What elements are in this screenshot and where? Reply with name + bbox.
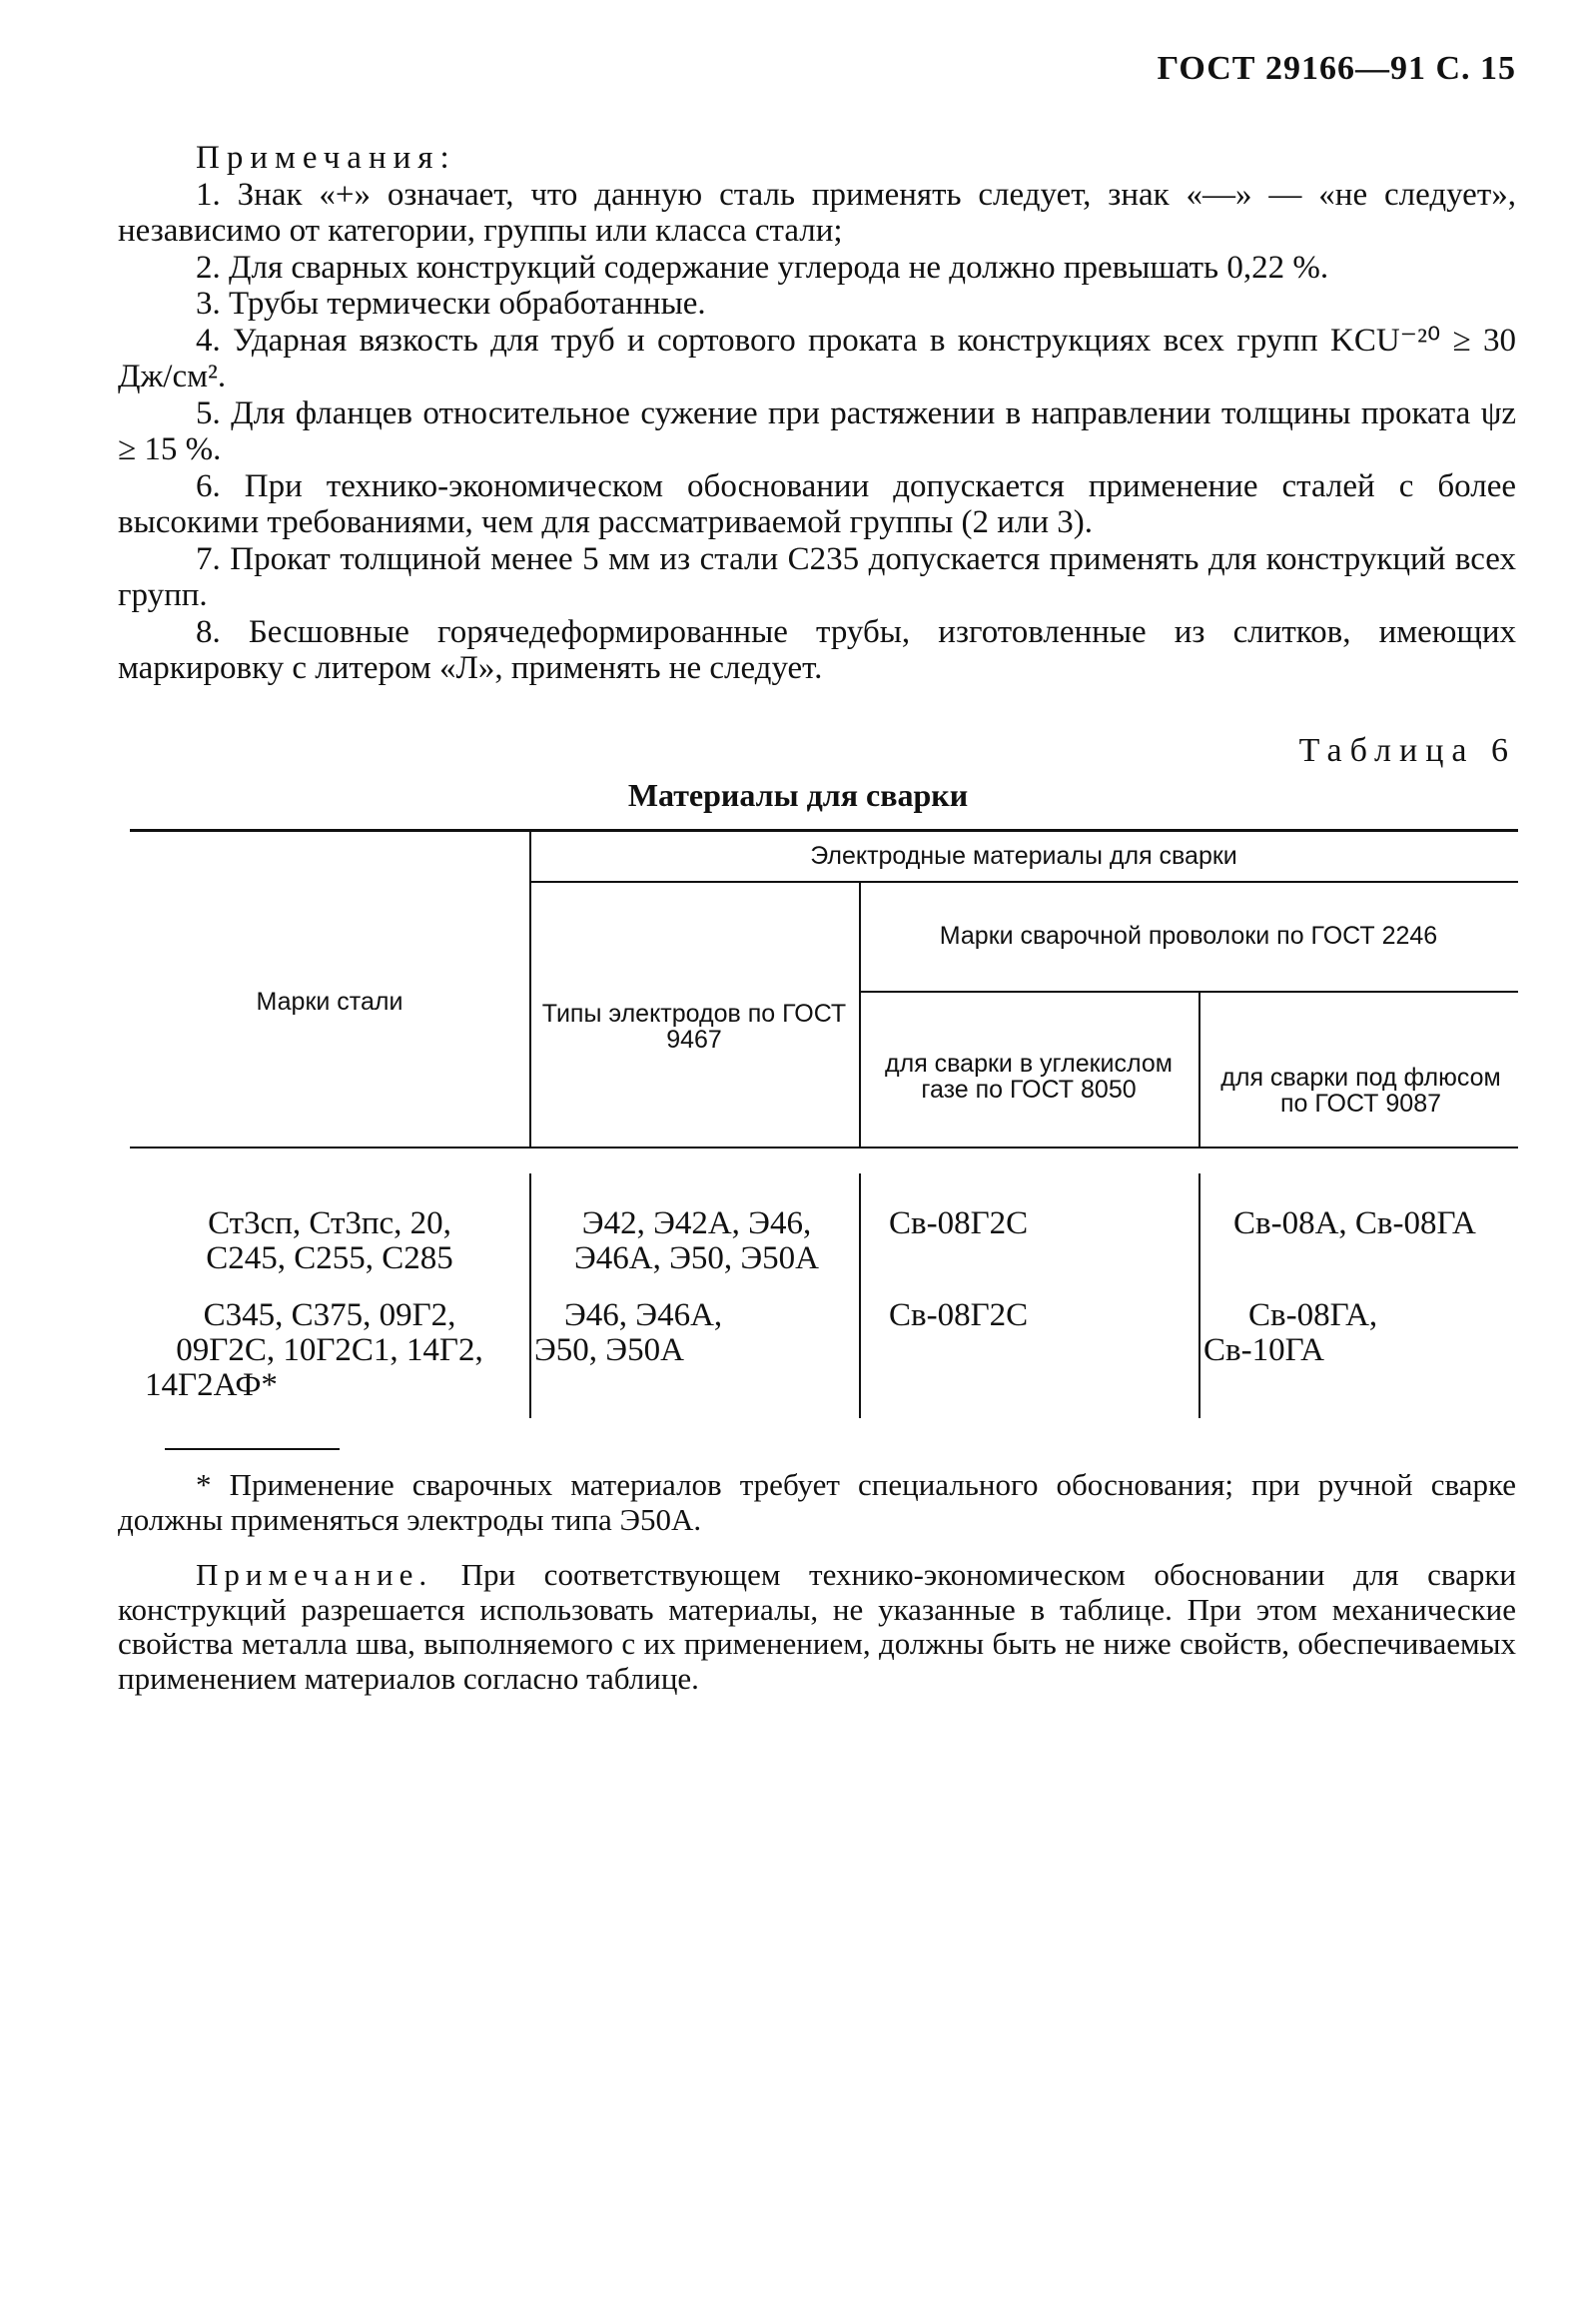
cell-line: Э42, Э42А, Э46,: [581, 1205, 812, 1241]
table-row-2-steel: [135, 1298, 524, 1403]
header-wire-grades: Марки сварочной проволоки по ГОСТ 2246: [939, 922, 1438, 950]
cell-line: Св-10ГА: [1203, 1332, 1324, 1368]
final-note: [118, 1558, 1516, 1696]
table-column-rule: [859, 1173, 861, 1418]
footnote-divider: [165, 1448, 340, 1450]
table-header-bottom-rule: [130, 1147, 1518, 1149]
table-top-rule: [130, 829, 1518, 832]
table-label: Таблица 6: [1298, 732, 1516, 769]
final-note-text: [118, 1558, 1516, 1696]
cell-line: Э46А, Э50, Э50А: [573, 1240, 820, 1276]
cell-line: С345, С375, 09Г2,: [203, 1297, 456, 1333]
table-row-1-flux-wire: [1233, 1206, 1523, 1241]
cell-line: Э50, Э50А: [534, 1332, 684, 1368]
cell-line: Ст3сп, Ст3пс, 20,: [208, 1205, 451, 1241]
table-column-rule: [1198, 991, 1200, 1147]
table-row-2-electrodes: [534, 1298, 859, 1368]
note-item: 5. Для фланцев относительное сужение при растяжении в направлении толщины проката ψz ≥ 15 %.: [118, 394, 1516, 467]
cell-line: С245, С255, С285: [206, 1240, 453, 1276]
table-rule: [529, 881, 1518, 883]
note-item: 6. При технико-экономическом обосновании допускается применение сталей с более высокими требованиями, чем для рассматриваемой группы (2 или 3).: [118, 467, 1516, 540]
table-rule: [859, 991, 1518, 993]
note-item: 3. Трубы термически обработанные.: [196, 286, 706, 322]
welding-materials-table: [130, 829, 1518, 1428]
table-row-1-co2-wire: Св-08Г2С: [889, 1205, 1029, 1241]
header-steel: Марки стали: [256, 988, 403, 1016]
table-title: Материалы для сварки: [627, 777, 969, 813]
page-header: ГОСТ 29166—91 С. 15: [1157, 50, 1516, 87]
note-item: 1. Знак «+» означает, что данную сталь применять следует, знак «—» — «не следует», независимо от категории, группы или класса стали;: [118, 176, 1516, 249]
table-row-2-co2-wire: Св-08Г2С: [889, 1297, 1029, 1333]
note-item: 7. Прокат толщиной менее 5 мм из стали С235 допускается применять для конструкций всех групп.: [118, 540, 1516, 613]
table-column-rule: [1198, 1173, 1200, 1418]
header-electrode-materials: Электродные материалы для сварки: [810, 842, 1237, 870]
table-column-rule: [529, 829, 531, 1147]
table-column-rule: [859, 881, 861, 1147]
notes-section: [118, 140, 1516, 687]
table-row-1-steel: [140, 1206, 519, 1276]
cell-line: Э46, Э46А,: [564, 1297, 723, 1333]
final-note-body: При соответствующем технико-экономическом обосновании для сварки конструкций разрешается использовать материалы, не указанные в таблице. При этом механические свойства металла шва, выполняемого с их применением, должны быть не ниже свойств, обеспечиваемых применением материалов согласно таблице.: [118, 1557, 1516, 1696]
cell-line: Св-08А, Св-08ГА: [1233, 1205, 1476, 1241]
notes-heading: Примечания:: [196, 140, 456, 176]
header-wire-flux: для сварки под флюсом по ГОСТ 9087: [1220, 1064, 1501, 1118]
note-item: 2. Для сварных конструкций содержание углерода не должно превышать 0,22 %.: [196, 249, 1329, 286]
cell-line: 14Г2АФ*: [145, 1367, 278, 1403]
header-electrode-types: Типы электродов по ГОСТ 9467: [541, 1000, 847, 1054]
final-note-label: Примечание.: [196, 1557, 433, 1592]
footnote: [118, 1468, 1516, 1537]
note-item: 8. Бесшовные горячедеформированные трубы, изготовленные из слитков, имеющих маркировку с литером «Л», применять не следует.: [118, 613, 1516, 686]
cell-line: 09Г2С, 10Г2С1, 14Г2,: [176, 1332, 483, 1368]
table-row-2-flux-wire: [1203, 1298, 1503, 1368]
table-column-rule: [529, 1173, 531, 1418]
table-row-1-electrodes: [534, 1206, 859, 1276]
footnote-text: * Применение сварочных материалов требует специального обоснования; при ручной сварке должны применяться электроды типа Э50А.: [118, 1467, 1516, 1537]
header-wire-co2: для сварки в углекислом газе по ГОСТ 8050: [885, 1050, 1173, 1104]
note-item: 4. Ударная вязкость для труб и сортового проката в конструкциях всех групп KCU⁻²⁰ ≥ 30 Дж/см².: [118, 322, 1516, 394]
cell-line: Св-08ГА,: [1248, 1297, 1378, 1333]
